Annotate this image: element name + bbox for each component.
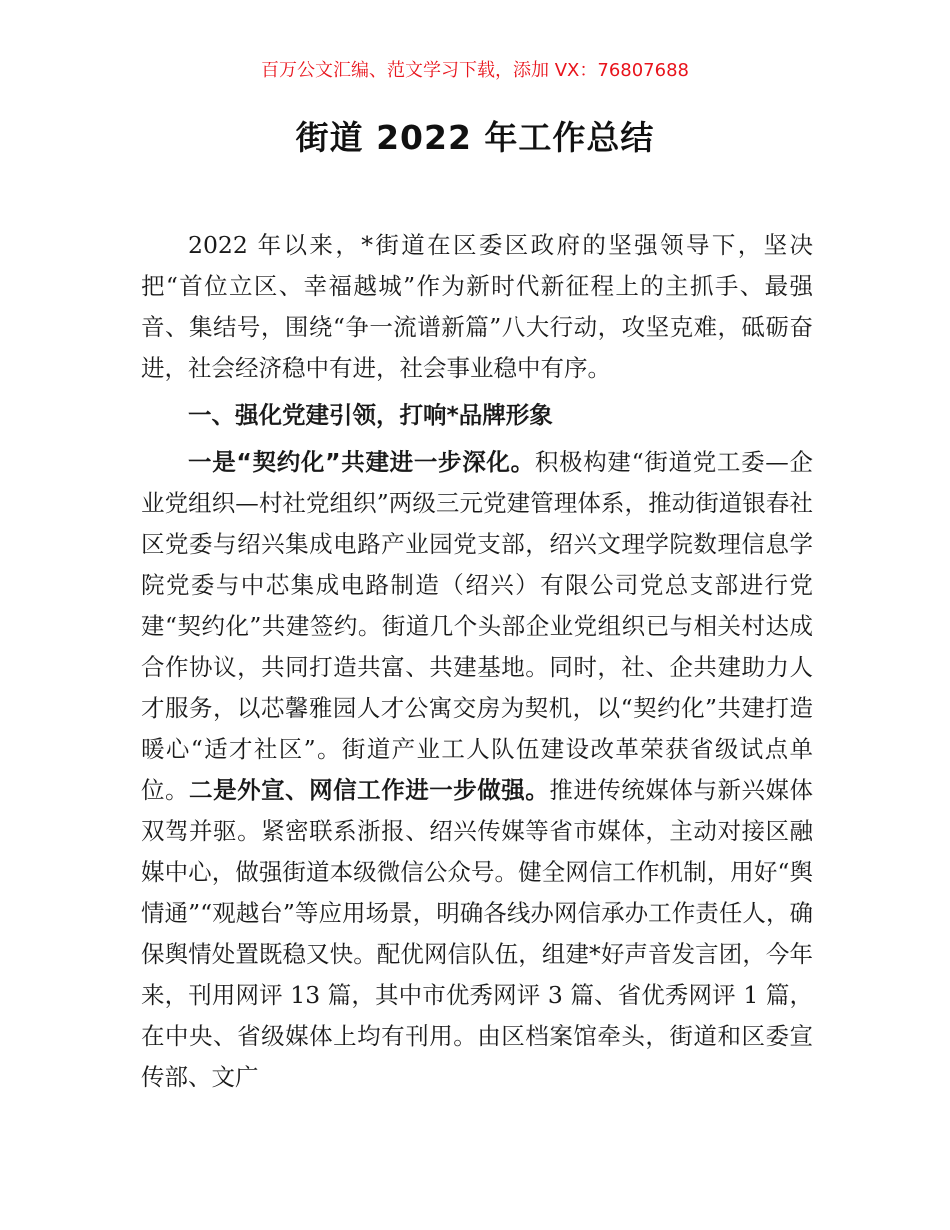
document-title: 街道 2022 年工作总结 [295,118,655,157]
watermark-banner: 百万公文汇编、范文学习下载，添加 VX：76807688 [261,60,689,81]
document-body [141,225,813,1104]
intro-paragraph: 2022 年以来，*街道在区委区政府的坚强领导下，坚决把“首位立区、幸福越城”作为新时代新征程上的主抓手、最强音、集结号，围绕“争一流谱新篇”八大行动，攻坚克难，砥砺奋进，社会经济稳中有进，社会事业稳中有序。 [141,231,813,382]
point1-lead: 一是“契约化”共建进一步深化。 [188,448,535,476]
section-paragraph [141,442,813,1098]
point2-lead: 二是外宣、网信工作进一步做强。 [189,776,550,804]
section-heading: 一、强化党建引领，打响*品牌形象 [188,401,553,429]
point2-text: 推进传统媒体与新兴媒体双驾并驱。紧密联系浙报、绍兴传媒等省市媒体，主动对接区融媒中心，做强街道本级微信公众号。健全网信工作机制，用好“舆情通”“观越台”等应用场景，明确各线办网信承办工作责任人，确保舆情处置既稳又快。配优网信队伍，组建*好声音发言团，今年来，刊用网评 13 篇，其中市优秀网评 3 篇、省优秀网评 1 篇，在中央、省级媒体上均有刊用。由区档案馆牵头，街道和区委宣传部、文广 [141,776,814,1091]
point1-text: 积极构建“街道党工委—企业党组织—村社党组织”两级三元党建管理体系，推动街道银春社区党委与绍兴集成电路产业园党支部，绍兴文理学院数理信息学院党委与中芯集成电路制造（绍兴）有限公司党总支部进行党建“契约化”共建签约。街道几个头部企业党组织已与相关村达成合作协议，共同打造共富、共建基地。同时，社、企共建助力人才服务，以芯馨雅园人才公寓交房为契机，以“契约化”共建打造暖心“适才社区”。街道产业工人队伍建设改革荣获省级试点单位。 [141,448,813,804]
